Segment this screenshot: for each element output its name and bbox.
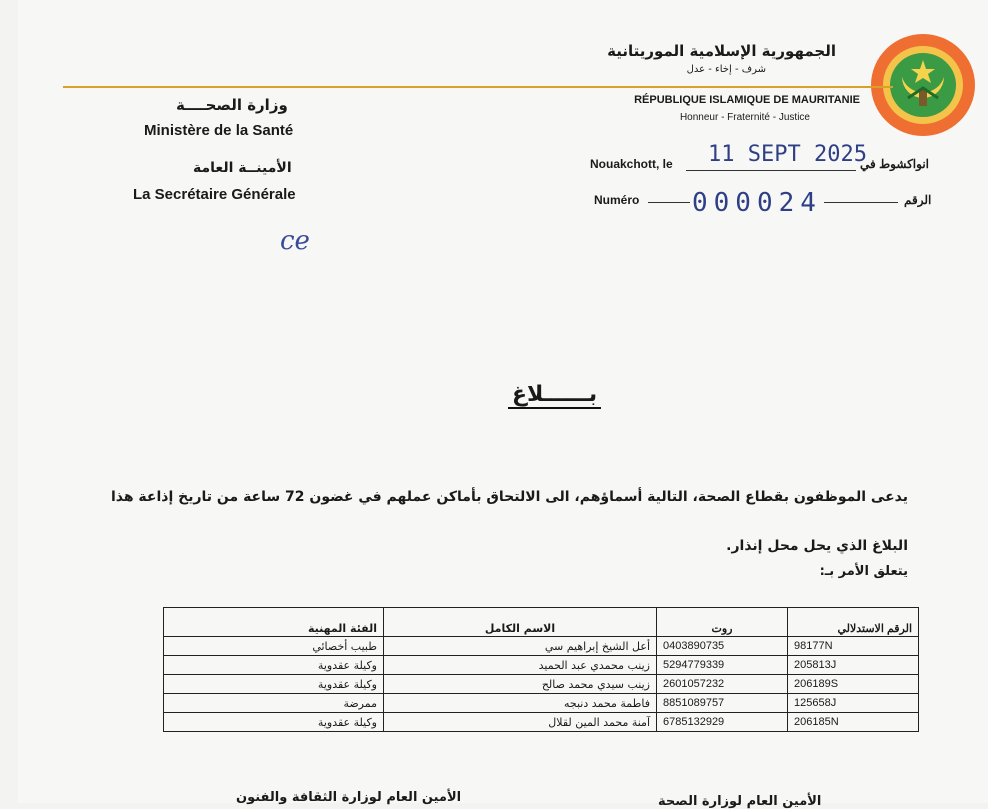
cell-name: زينب سيدي محمد صالح — [384, 675, 657, 694]
header-arabic-title: الجمهورية الإسلامية الموريتانية — [607, 42, 836, 60]
cell-name: أعل الشيخ إبراهيم سي — [384, 637, 657, 656]
table-header-row — [164, 608, 919, 637]
cell-id: 205813J — [788, 656, 919, 675]
date-stamp: 11 SEPT 2025 — [708, 142, 867, 167]
cell-name: زينب محمدي عبد الحميد — [384, 656, 657, 675]
cell-rout: 5294779339 — [657, 656, 788, 675]
handwritten-initials: ce — [280, 226, 310, 256]
secretary-general-arabic: الأمينــة العامة — [193, 160, 292, 176]
cell-id: 98177N — [788, 637, 919, 656]
cell-category: ممرضة — [164, 694, 384, 713]
cell-rout: 8851089757 — [657, 694, 788, 713]
table-row — [164, 637, 919, 656]
ministry-french: Ministère de la Santé — [144, 122, 294, 139]
footer-right-signatory: الأمين العام لوزارة الصحة — [658, 794, 822, 809]
date-label-french: Nouakchott, le — [590, 157, 673, 171]
cell-rout: 2601057232 — [657, 675, 788, 694]
cell-category: وكيلة عقدوية — [164, 656, 384, 675]
cell-rout: 6785132929 — [657, 713, 788, 732]
header-divider — [63, 86, 893, 88]
cell-category: طبيب أخصائي — [164, 637, 384, 656]
national-seal-icon — [868, 32, 978, 138]
header-french-title: RÉPUBLIQUE ISLAMIQUE DE MAURITANIE — [634, 94, 860, 106]
document-title: بــــــلاغ — [508, 382, 601, 409]
document-page — [18, 0, 988, 809]
body-paragraph-continued: البلاغ الذي يحل محل إنذار. — [726, 538, 908, 554]
header-name: الاسم الكامل — [384, 608, 657, 637]
table-row — [164, 713, 919, 732]
cell-category: وكيلة عقدوية — [164, 713, 384, 732]
body-paragraph: يدعى الموظفون بقطاع الصحة، التالية أسماؤهم، الى الالتحاق بأماكن عملهم في غضون 72 ساعة من تاريخ إذاعة هذا — [110, 489, 908, 505]
number-stamp: 000024 — [692, 188, 822, 218]
number-label-arabic: الرقم — [904, 193, 932, 207]
date-label-arabic: انواكشوط في — [860, 157, 929, 171]
ministry-arabic: وزارة الصحــــة — [176, 96, 288, 114]
header-id: الرقم الاستدلالي — [788, 608, 919, 637]
table-row — [164, 656, 919, 675]
cell-category: وكيلة عقدوية — [164, 675, 384, 694]
table-row — [164, 675, 919, 694]
subject-line: يتعلق الأمر بـ: — [819, 564, 908, 579]
cell-id: 206185N — [788, 713, 919, 732]
cell-id: 125658J — [788, 694, 919, 713]
cell-name: آمنة محمد المين لقلال — [384, 713, 657, 732]
number-label-french: Numéro — [594, 193, 640, 207]
footer-left-signatory: الأمين العام لوزارة الثقافة والفنون — [236, 790, 462, 805]
header-french-motto: Honneur - Fraternité - Justice — [679, 112, 810, 123]
cell-name: فاطمة محمد دنبجه — [384, 694, 657, 713]
header-arabic-motto: شرف - إخاء - عدل — [686, 64, 766, 75]
date-line — [686, 170, 856, 171]
header-category: الفئة المهنية — [164, 608, 384, 637]
cell-id: 206189S — [788, 675, 919, 694]
table-row — [164, 694, 919, 713]
header-rout: روت — [657, 608, 788, 637]
cell-rout: 0403890735 — [657, 637, 788, 656]
employees-table — [163, 607, 919, 732]
secretary-general-french: La Secrétaire Générale — [133, 186, 296, 203]
